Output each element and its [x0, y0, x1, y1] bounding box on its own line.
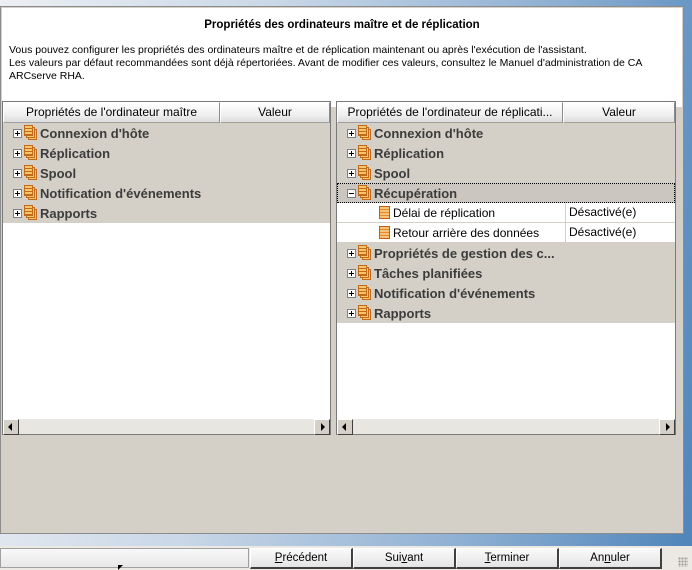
property-group-icon — [358, 146, 371, 160]
tree-group-spool[interactable] — [3, 163, 330, 183]
button-accesskey: P — [274, 552, 283, 564]
group-label: Notification d'événements — [374, 285, 536, 301]
replica-horizontal-scrollbar[interactable] — [337, 418, 675, 434]
scroll-left-arrow-icon[interactable] — [337, 419, 353, 435]
previous-button[interactable] — [250, 548, 353, 569]
replica-property-tree — [337, 123, 675, 323]
finish-button[interactable] — [456, 548, 559, 569]
expand-plus-icon[interactable] — [13, 129, 22, 138]
tree-group-recuperation[interactable] — [337, 183, 675, 203]
tree-group-taches[interactable] — [337, 263, 675, 283]
cancel-button[interactable] — [559, 548, 662, 569]
group-label: Réplication — [40, 145, 111, 161]
property-group-icon — [24, 166, 37, 180]
column-header-value[interactable]: Valeur — [220, 102, 330, 123]
scroll-right-arrow-icon[interactable] — [314, 419, 330, 435]
collapse-minus-icon[interactable] — [347, 189, 356, 198]
group-label: Propriétés de gestion des c... — [374, 245, 555, 261]
tree-group-notification[interactable] — [3, 183, 330, 203]
button-label-pre: Sui — [384, 552, 402, 564]
description-line-2: Les valeurs par défaut recommandées sont déjà répertoriées. Avant de modifier ces valeurs, consultez le Manuel d'administration de CA ARCserve RHA. — [9, 57, 642, 82]
property-group-icon — [358, 266, 371, 280]
property-value[interactable]: Désactivé(e) — [565, 203, 675, 222]
property-group-icon — [24, 126, 37, 140]
tree-group-gestion[interactable] — [337, 243, 675, 263]
property-group-icon — [358, 126, 371, 140]
button-label-post: récédent — [282, 552, 328, 564]
property-icon — [379, 226, 390, 239]
group-label: Rapports — [374, 305, 432, 321]
expand-plus-icon[interactable] — [347, 169, 356, 178]
group-label: Connexion d'hôte — [40, 125, 150, 141]
tree-group-spool[interactable] — [337, 163, 675, 183]
wizard-header — [2, 8, 682, 107]
master-property-tree — [3, 123, 330, 223]
tree-group-connexion-hote[interactable] — [337, 123, 675, 143]
property-label: Délai de réplication — [393, 205, 496, 220]
button-label-post: uler — [610, 552, 630, 564]
column-header-value[interactable]: Valeur — [563, 102, 675, 123]
group-label: Spool — [374, 165, 411, 181]
property-label: Retour arrière des données — [393, 225, 540, 240]
expand-plus-icon[interactable] — [347, 309, 356, 318]
tree-group-notification[interactable] — [337, 283, 675, 303]
column-header-master-properties[interactable]: Propriétés de l'ordinateur maître — [3, 102, 220, 123]
expand-plus-icon[interactable] — [347, 129, 356, 138]
group-label: Spool — [40, 165, 77, 181]
property-value[interactable]: Désactivé(e) — [565, 223, 675, 242]
property-row-retour-arriere[interactable] — [337, 223, 675, 243]
tree-group-rapports[interactable] — [3, 203, 330, 223]
property-group-icon — [358, 286, 371, 300]
expand-plus-icon[interactable] — [347, 249, 356, 258]
button-accesskey: T — [484, 552, 491, 564]
property-group-icon — [358, 306, 371, 320]
master-column-headers — [3, 102, 330, 123]
group-label: Rapports — [40, 205, 98, 221]
button-label-post: ant — [407, 552, 424, 564]
button-label-post: erminer — [490, 552, 530, 564]
group-label: Tâches planifiées — [374, 265, 483, 281]
property-group-icon — [24, 186, 37, 200]
master-properties-panel — [2, 101, 331, 435]
tree-group-connexion-hote[interactable] — [3, 123, 330, 143]
tree-group-rapports[interactable] — [337, 303, 675, 323]
tree-group-replication[interactable] — [3, 143, 330, 163]
expand-plus-icon[interactable] — [347, 149, 356, 158]
page-title: Propriétés des ordinateurs maître et de réplication — [204, 19, 480, 31]
description-line-1: Vous pouvez configurer les propriétés des ordinateurs maître et de réplication maintenant ou après l'exécution de l'assistant. — [9, 44, 587, 56]
property-icon — [379, 206, 390, 219]
scroll-left-arrow-icon[interactable] — [3, 419, 19, 435]
tree-group-replication[interactable] — [337, 143, 675, 163]
expand-plus-icon[interactable] — [13, 149, 22, 158]
expand-plus-icon[interactable] — [13, 189, 22, 198]
page-description — [9, 44, 676, 83]
button-accesskey: n — [604, 552, 611, 564]
group-label: Notification d'événements — [40, 185, 202, 201]
expand-plus-icon[interactable] — [13, 169, 22, 178]
mouse-cursor-icon — [118, 565, 123, 570]
group-label: Récupération — [374, 185, 458, 201]
expand-plus-icon[interactable] — [347, 289, 356, 298]
scroll-right-arrow-icon[interactable] — [659, 419, 675, 435]
property-group-icon — [24, 146, 37, 160]
column-header-replica-properties[interactable]: Propriétés de l'ordinateur de réplicati... — [337, 102, 563, 123]
button-accesskey: v — [401, 552, 408, 564]
wizard-footer — [0, 546, 692, 570]
status-bar — [0, 548, 249, 568]
property-group-icon — [358, 246, 371, 260]
replica-properties-panel — [336, 101, 676, 435]
property-group-icon — [24, 206, 37, 220]
expand-plus-icon[interactable] — [13, 209, 22, 218]
resize-grip-icon[interactable] — [678, 557, 688, 567]
scroll-track[interactable] — [19, 419, 314, 434]
replica-column-headers — [337, 102, 675, 123]
next-button[interactable] — [353, 548, 456, 569]
group-label: Connexion d'hôte — [374, 125, 484, 141]
expand-plus-icon[interactable] — [347, 269, 356, 278]
property-group-icon — [358, 186, 371, 200]
scroll-track[interactable] — [353, 419, 659, 434]
button-label-pre: An — [590, 552, 605, 564]
property-group-icon — [358, 166, 371, 180]
property-row-delai-replication[interactable] — [337, 203, 675, 223]
master-horizontal-scrollbar[interactable] — [3, 418, 330, 434]
group-label: Réplication — [374, 145, 445, 161]
